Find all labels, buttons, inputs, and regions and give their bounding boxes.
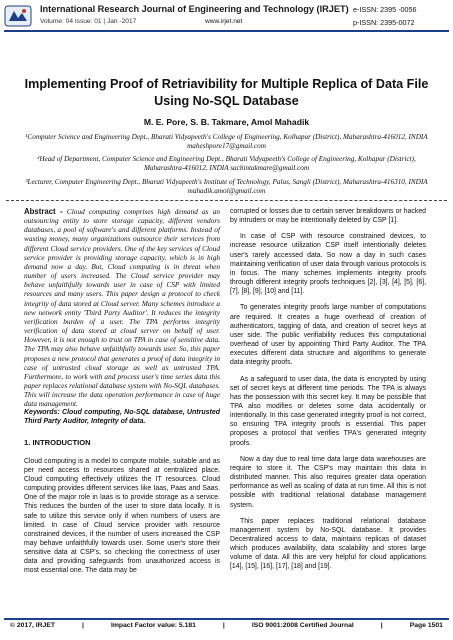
page-footer: [4, 622, 449, 629]
left-column: [24, 207, 220, 583]
journal-title: International Research Journal of Engineering and Technology (IRJET): [40, 4, 349, 14]
footer-rule: [4, 618, 449, 620]
body-paragraph-4: As a safeguard to user data, the data is encrypted by using set of secret keys at different time periods. The TPA is always has the possession with this secret key. It may be possible that TPA also modifies or deletes some data accidentally or intentionally. In this case generated integrity proof is not correct, so ensuring TPA integrity proofs is essential. This paper proposes a protocol that verifies TPA's generated integrity proofs.: [230, 375, 426, 447]
header-rule: [4, 30, 449, 32]
volume-issue: Volume: 04 Issue: 01 | Jan -2017: [40, 18, 137, 25]
footer-divider: |: [222, 622, 225, 629]
right-column: [230, 207, 426, 579]
body-paragraph-6: This paper replaces traditional relational database management system by No-SQL database. It provides Decentralized access to data, maintains replicas of dataset which produces availability, data scalability and stores large volume of data. All this are very helpful for cloud applications [14], [15], [16], [17], [18] and [19].: [230, 517, 426, 571]
body-paragraph-2: In case of CSP with resource constrained devices, to increase resource utilization CSP itself intentionally deletes user's rarely accessed data. So now a day in such cases maintaining verification of user data through various protocols is in focus. The many schemes implements integrity proofs through different integrity proofs techniques [2], [3], [4], [5], [6], [7], [8], [9], [10] and [11].: [230, 233, 426, 296]
journal-header: [0, 0, 453, 32]
e-issn: e-ISSN: 2395 -0056: [353, 5, 417, 14]
journal-website[interactable]: www.irjet.net: [205, 18, 243, 25]
abstract-text: Cloud computing comprises high demand as an outsourcing entity to store storage capacity, different vendors databases, a pool of software's and different platforms. Instead of wasting money, many organizations outsource their services from different Cloud service providers. One of the key services of Cloud service provider is providing storage capacity, which is in high demand now a day. But, Cloud computing is in threat when number of users increased. The Cloud service provider may behave unfaithfully towards user in case of CSP with limited resources and many users. This paper design a protocol to check integrity of data stored at Cloud server. Many schemes introduce a new network entity 'Third Party Auditor'. It reduces the integrity verification burden of a user. The TPA performs integrity verification of data stored at cloud server on behalf of user. However, it is not enough to trust on TPA in case of sensitive data. The TPA may also behave unfaithfully towards user. So, this paper proposes a new protocol that generates a proof of data integrity in case of untrusted cloud storage as well as untrusted TPA. Furthermore, to work with and process user's time series data this paper replaces relational database system with No-SQL databases. This will increase the data operation performance in case of huge data management.: [24, 207, 220, 409]
footer-divider: |: [82, 622, 84, 629]
section-heading-introduction: 1. INTRODUCTION: [24, 438, 91, 448]
body-paragraph-3: To generates integrity proofs large number of computations are required. It creates a huge overhead of creation of authenticators, tagging of data, and creation of secret keys at user side. The public verifiability reduces this computational overhead of user by appointing Third Party Auditor. The TPA executes different data structure and algorithms to generate data integrity proofs.: [230, 304, 426, 367]
keywords: Keywords: Cloud computing, No-SQL database, Untrusted Third Party Auditor, Integrity of data.: [24, 409, 220, 426]
abstract-label: Abstract -: [24, 207, 63, 216]
footer-impact-factor: Impact Factor value: 5.181: [110, 622, 196, 629]
footer-page-number: Page 1501: [409, 622, 443, 629]
abstract: [24, 207, 220, 408]
footer-iso: ISO 9001:2008 Certified Journal: [251, 622, 354, 629]
section-separator: [6, 200, 447, 201]
intro-paragraph-1: Cloud computing is a model to compute mobile, suitable and as per need access to resources shared at centralized place. Cloud computing effectively utilizes the IT resources. Cloud computing provides different services like Iaas, Paas and Saas. One of the major role in Iaas is to provide storage as a service. This reduces the burden of the user to store data locally. It is safe to utilize this service only if when numbers of users are limited. In case of Cloud service provider with resource constrained devices, if the number of users increased the CSP may behave unfaithfully towards user. Some user's store their sensitive data at CSP's, so checking the correctness of user data and providing safeguards from unauthorized access is most essential one. The data may be: [24, 457, 220, 575]
affiliation-2: ²Head of Department, Computer Science and Engineering Dept., Bharati Vidyapeeth's College of Engineering, Kolhapur (District), Maharashtra-416012, INDIA sachintakmare@gmail.com: [37, 155, 416, 173]
affiliation-3: ³Lecturer, Computer Engineering Dept., Bharati Vidyapeeth's Institute of Technology, Palus, Sangli (District), Maharashtra-416310, INDIA mahadik.amol@gmail.com: [25, 178, 428, 196]
footer-divider: |: [380, 622, 383, 629]
paper-title: Implementing Proof of Retriavibility for Multiple Replica of Data File Using No-SQL Database: [24, 77, 429, 108]
paper-authors: M. E. Pore, S. B. Takmare, Amol Mahadik: [143, 117, 310, 127]
footer-copyright: © 2017, IRJET: [10, 622, 56, 629]
body-paragraph-1: corrupted or losses due to certain server breakdowns or hacked by intruders or may be intentionally deleted by CSP [1].: [230, 208, 426, 225]
p-issn: p-ISSN: 2395-0072: [353, 18, 415, 27]
irjet-logo-icon: [4, 4, 32, 28]
affiliation-1: ¹Computer Science and Engineering Dept., Bharati Vidyapeeth's College of Engineering, Kolhapur (District), Maharashtra-416012, INDIA maheshpore17@gmail.com: [25, 133, 428, 151]
body-paragraph-5: Now a day due to real time data large data warehouses are require to store it. The CSP's may maintain this data in distributed manner. This also requires greater data operation performance as well as scaling of data at run time. All this is not possible with traditional relational database management system.: [230, 455, 426, 509]
